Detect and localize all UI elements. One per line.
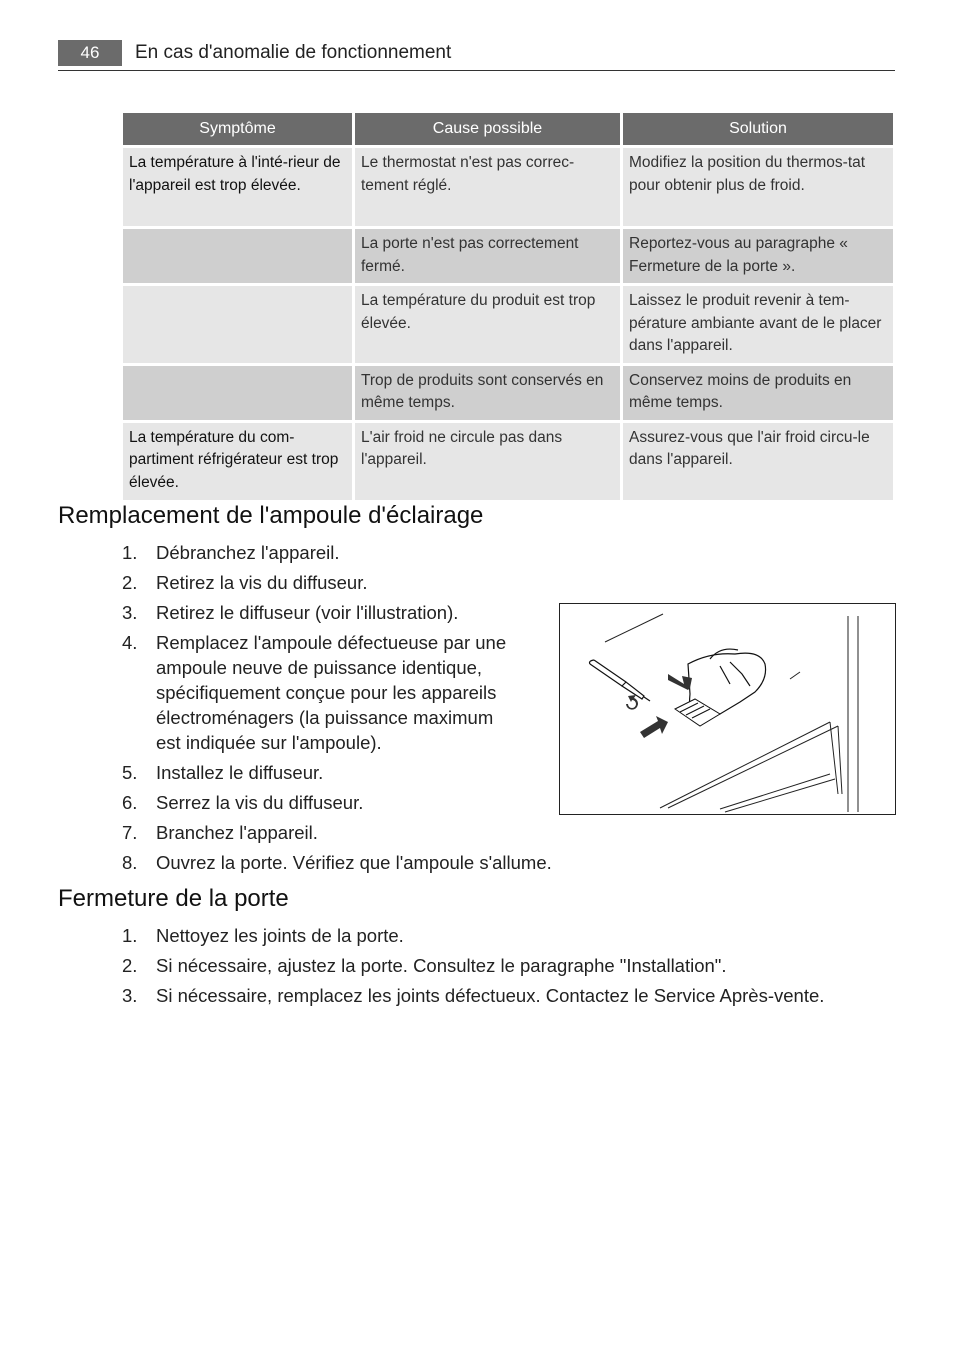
column-header-solution: Solution	[623, 113, 893, 145]
step-number: 3.	[122, 985, 138, 1006]
page-number: 46	[58, 40, 122, 66]
list-item	[122, 600, 522, 625]
step-number: 4.	[122, 632, 138, 653]
step-text: Ouvrez la porte. Vérifiez que l'ampoule s'allume.	[156, 852, 552, 873]
step-text: Remplacez l'ampoule défectueuse par une ampoule neuve de puissance identique, spécifiquement conçue pour les appareils électroménagers (la puissance maximum est indiquée sur l'ampoule).	[156, 632, 507, 753]
step-number: 2.	[122, 955, 138, 976]
table-row	[123, 366, 893, 420]
step-text: Installez le diffuseur.	[156, 762, 324, 783]
solution-cell: Laissez le produit revenir à tem-pérature ambiante avant de le placer dans l'appareil.	[623, 286, 893, 363]
step-text: Serrez la vis du diffuseur.	[156, 792, 364, 813]
list-item	[122, 820, 522, 845]
list-item	[122, 850, 642, 875]
list-item	[122, 983, 882, 1008]
cause-cell: Le thermostat n'est pas correc-tement réglé.	[355, 148, 620, 226]
column-header-symptom: Symptôme	[123, 113, 352, 145]
cause-cell: Trop de produits sont conservés en même temps.	[355, 366, 620, 420]
symptom-cell: La température à l'inté-rieur de l'appareil est trop élevée.	[123, 148, 352, 226]
symptom-cell: La température du com-partiment réfrigérateur est trop élevée.	[123, 423, 352, 500]
step-number: 1.	[122, 925, 138, 946]
solution-cell: Reportez-vous au paragraphe « Fermeture de la porte ».	[623, 229, 893, 283]
cause-cell: La porte n'est pas correctement fermé.	[355, 229, 620, 283]
step-number: 1.	[122, 542, 138, 563]
step-text: Si nécessaire, ajustez la porte. Consultez le paragraphe "Installation".	[156, 955, 727, 976]
table-row	[123, 423, 893, 500]
cause-cell: L'air froid ne circule pas dans l'appareil.	[355, 423, 620, 500]
step-number: 5.	[122, 762, 138, 783]
table-row	[123, 148, 893, 226]
step-text: Si nécessaire, remplacez les joints défectueux. Contactez le Service Après-vente.	[156, 985, 825, 1006]
table-header-row	[123, 113, 893, 145]
step-text: Débranchez l'appareil.	[156, 542, 340, 563]
table-row	[123, 286, 893, 363]
table-row	[123, 229, 893, 283]
diffuser-removal-drawing	[560, 604, 895, 814]
lamp-steps-list	[122, 540, 552, 880]
section-title-lamp: Remplacement de l'ampoule d'éclairage	[58, 502, 484, 529]
header-rule	[58, 70, 895, 71]
solution-cell: Assurez-vous que l'air froid circu-le dans l'appareil.	[623, 423, 893, 500]
list-item	[122, 953, 882, 978]
symptom-cell	[123, 229, 352, 283]
list-item	[122, 923, 882, 948]
list-item	[122, 540, 522, 565]
symptom-cell	[123, 366, 352, 420]
solution-cell: Modifiez la position du thermos-tat pour obtenir plus de froid.	[623, 148, 893, 226]
list-item	[122, 630, 522, 755]
step-text: Retirez le diffuseur (voir l'illustration).	[156, 602, 459, 623]
step-number: 3.	[122, 602, 138, 623]
column-header-cause: Cause possible	[355, 113, 620, 145]
troubleshooting-table	[120, 110, 896, 503]
lamp-replacement-illustration	[559, 603, 896, 815]
section-title-door: Fermeture de la porte	[58, 885, 289, 912]
list-item	[122, 760, 522, 785]
solution-cell: Conservez moins de produits en même temps.	[623, 366, 893, 420]
list-item	[122, 570, 522, 595]
symptom-cell	[123, 286, 352, 363]
step-text: Branchez l'appareil.	[156, 822, 318, 843]
step-number: 2.	[122, 572, 138, 593]
step-text: Retirez la vis du diffuseur.	[156, 572, 368, 593]
step-number: 6.	[122, 792, 138, 813]
door-steps-list	[122, 923, 882, 1013]
list-item	[122, 790, 522, 815]
step-number: 8.	[122, 852, 138, 873]
step-text: Nettoyez les joints de la porte.	[156, 925, 404, 946]
cause-cell: La température du produit est trop élevée.	[355, 286, 620, 363]
step-number: 7.	[122, 822, 138, 843]
running-header-title: En cas d'anomalie de fonctionnement	[135, 42, 452, 63]
